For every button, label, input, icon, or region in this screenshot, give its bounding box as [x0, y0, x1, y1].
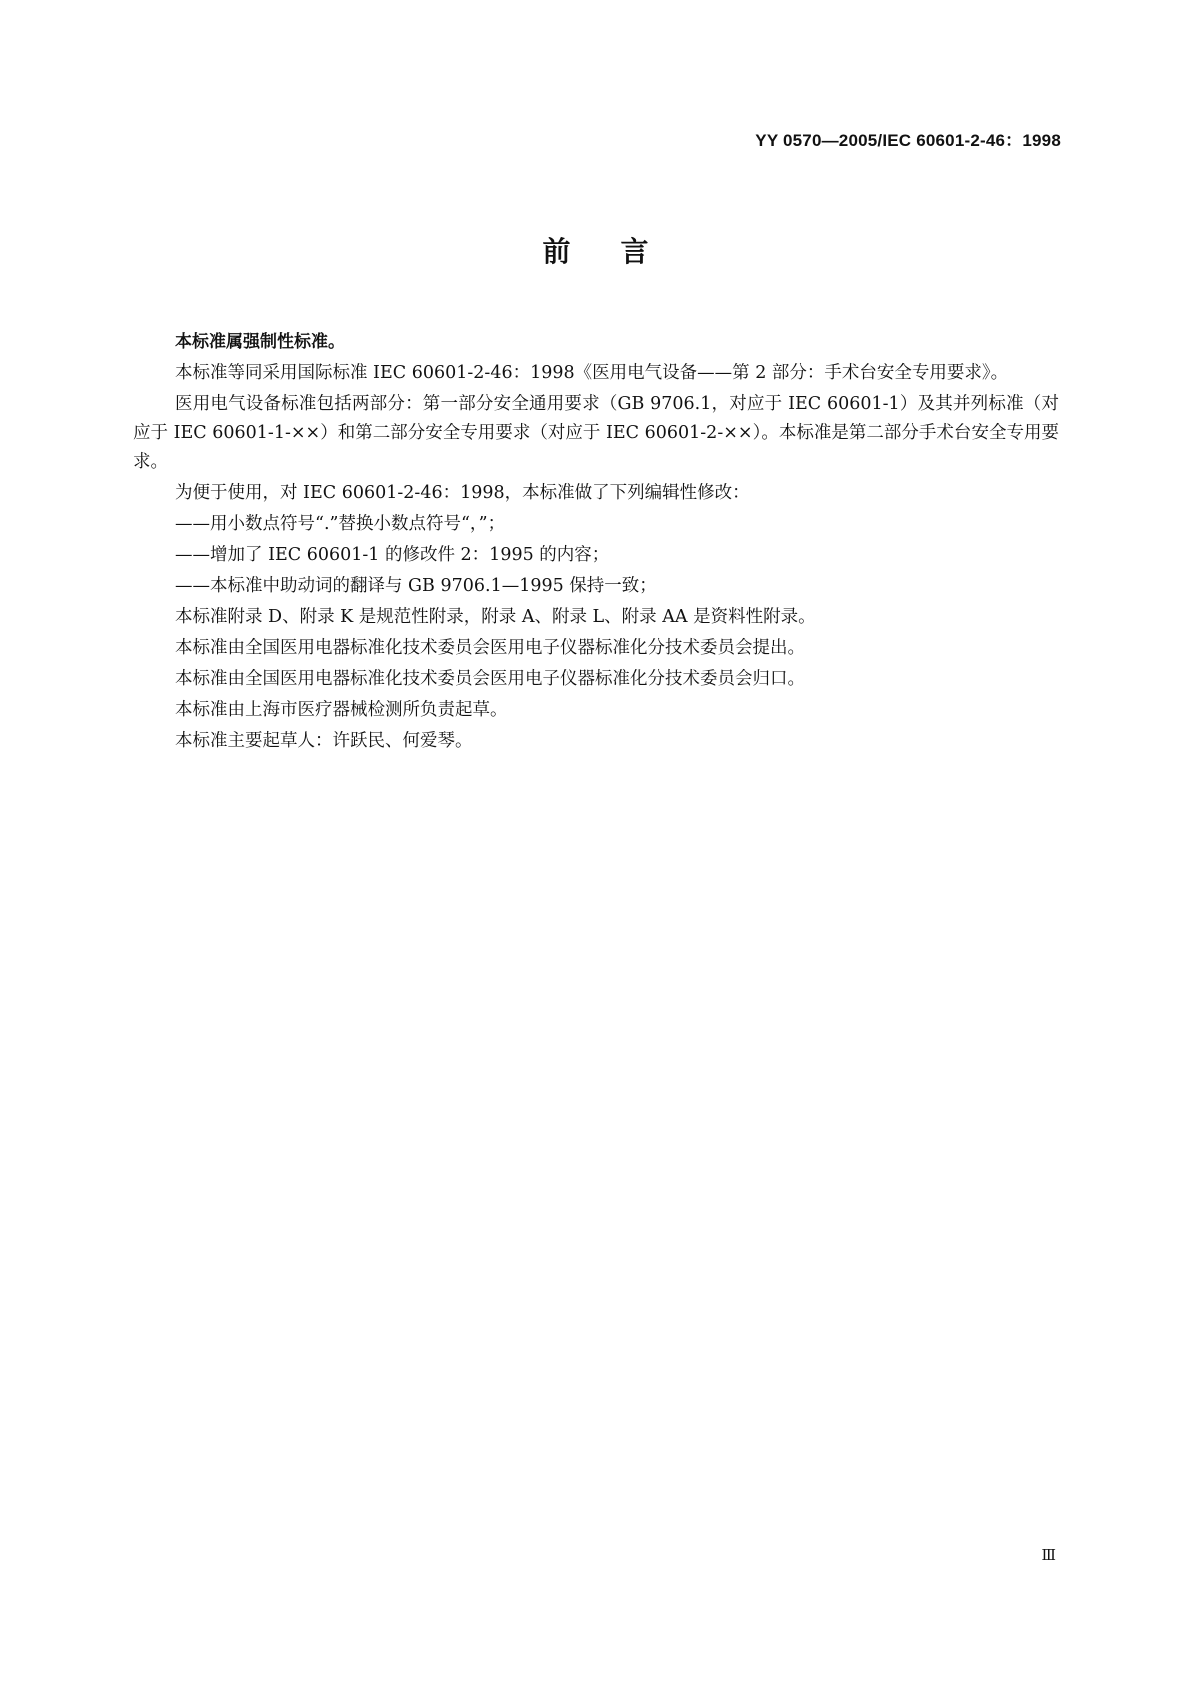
paragraph-editorial-intro: 为便于使用，对 IEC 60601-2-46：1998，本标准做了下列编辑性修改： — [175, 483, 750, 503]
paragraph-mandatory-statement: 本标准属强制性标准。 — [175, 332, 345, 352]
paragraph-adoption: 本标准等同采用国际标准 IEC 60601-2-46：1998《医用电气设备——第 2 部分：手术台安全专用要求》。 — [175, 363, 1009, 383]
list-item-amendment: ——增加了 IEC 60601-1 的修改件 2：1995 的内容； — [175, 545, 610, 565]
paragraph-drafted-by: 本标准由上海市医疗器械检测所负责起草。 — [175, 700, 508, 720]
paragraph-drafters: 本标准主要起草人：许跃民、何爱琴。 — [175, 731, 473, 751]
list-item-translation: ——本标准中助动词的翻译与 GB 9706.1—1995 保持一致； — [175, 576, 657, 596]
list-item-decimal-point: ——用小数点符号“.”替换小数点符号“，”； — [175, 514, 506, 534]
paragraph-structure: 医用电气设备标准包括两部分：第一部分安全通用要求（GB 9706.1，对应于 IEC 60601-1）及其并列标准（对应于 IEC 60601-1-××）和第二部分安全专用要求（对应于 IEC 60601-2-××）。本标准是第二部分手术台安全专用要求。 — [133, 394, 1059, 472]
standard-code-header: YY 0570—2005/IEC 60601-2-46：1998 — [755, 131, 1061, 150]
paragraph-annexes: 本标准附录 D、附录 K 是规范性附录，附录 A、附录 L、附录 AA 是资料性附录。 — [175, 607, 816, 627]
page-number: Ⅲ — [1041, 1546, 1055, 1564]
foreword-body — [133, 328, 1059, 758]
paragraph-managed-by: 本标准由全国医用电器标准化技术委员会医用电子仪器标准化分技术委员会归口。 — [175, 669, 805, 689]
page-title: 前言 — [542, 235, 699, 268]
paragraph-proposed-by: 本标准由全国医用电器标准化技术委员会医用电子仪器标准化分技术委员会提出。 — [175, 638, 805, 658]
